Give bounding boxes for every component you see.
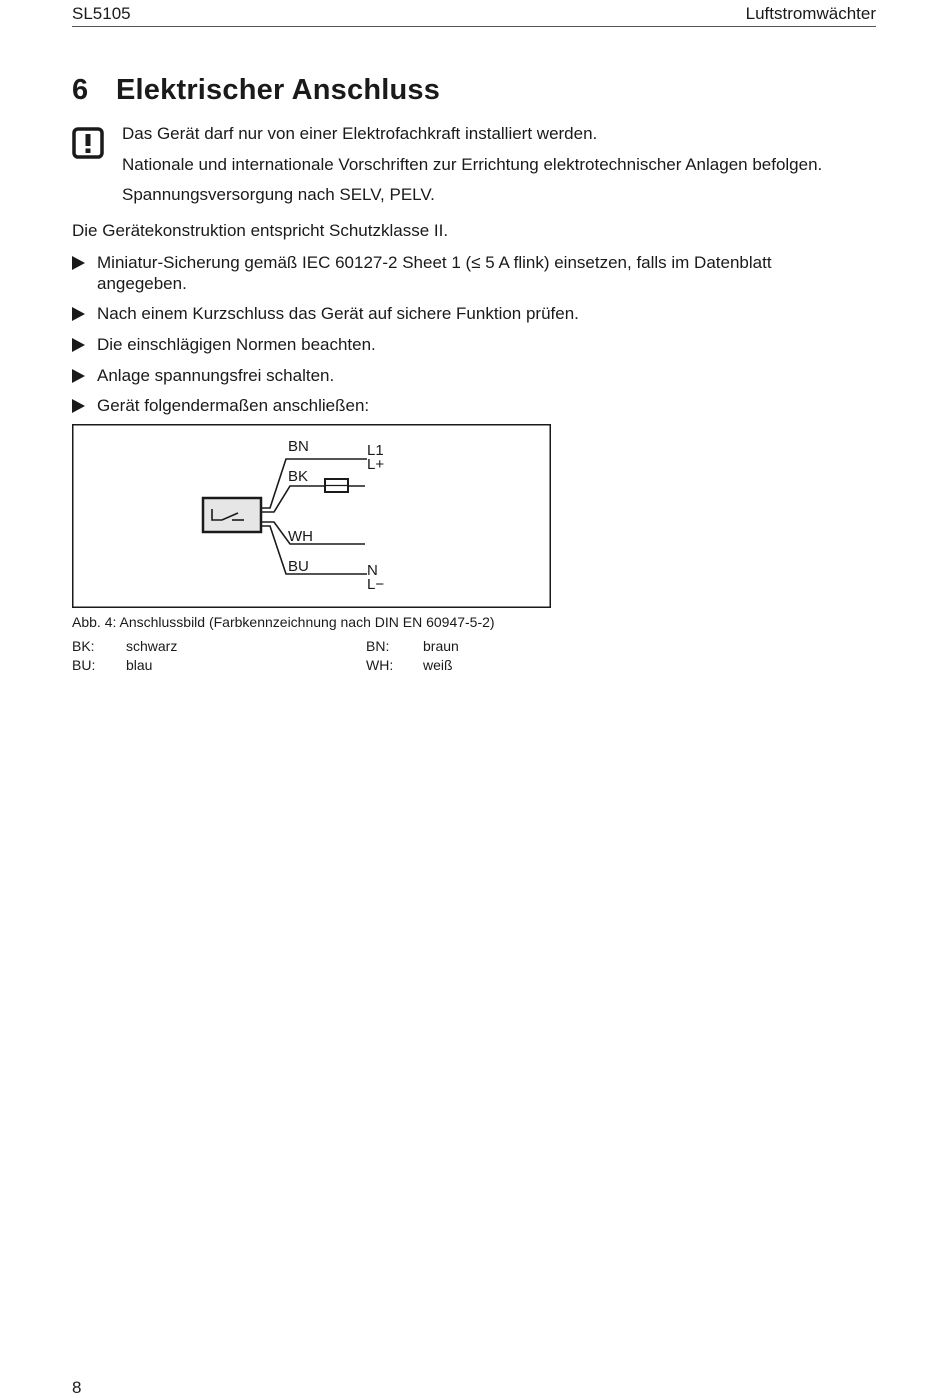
bullet-arrow-icon	[72, 256, 85, 270]
legend-code: BK:	[72, 638, 95, 654]
section-heading	[72, 74, 440, 107]
header-divider	[72, 26, 876, 27]
terminal-label-l1: L1	[367, 442, 384, 459]
legend-color: blau	[126, 657, 153, 673]
instruction-text: Nach einem Kurzschluss das Gerät auf sichere Funktion prüfen.	[97, 304, 579, 323]
instruction-text: Die einschlägigen Normen beachten.	[97, 335, 376, 354]
instruction-item	[72, 395, 832, 416]
instruction-item	[72, 365, 832, 386]
legend-color: braun	[423, 638, 459, 654]
wire-label-bn: BN	[288, 438, 309, 455]
header-product-code: SL5105	[72, 4, 131, 23]
wire-lines	[261, 459, 367, 574]
wiring-diagram	[72, 424, 551, 608]
diagram-frame	[73, 425, 551, 608]
instruction-text: Gerät folgendermaßen anschließen:	[97, 396, 370, 415]
header-product-name: Luftstromwächter	[745, 4, 876, 23]
terminal-label-lminus: L−	[367, 576, 385, 593]
protection-class-text: Die Gerätekonstruktion entspricht Schutzklasse II.	[72, 221, 449, 240]
bullet-arrow-icon	[72, 338, 85, 352]
bullet-arrow-icon	[72, 399, 85, 413]
wire-label-bk: BK	[288, 468, 309, 485]
wire-wh	[261, 522, 365, 544]
section-title: Elektrischer Anschluss	[116, 74, 441, 106]
warning-line-2: Nationale und internationale Vorschriften zur Errichtung elektrotechnischer Anlagen befolgen.	[122, 155, 823, 174]
wire-bu	[261, 526, 367, 574]
instruction-item	[72, 303, 832, 324]
instruction-text: Miniatur-Sicherung gemäß IEC 60127-2 Sheet 1 (≤ 5 A flink) einsetzen, falls im Datenblatt angegeben.	[97, 253, 772, 293]
legend-color: weiß	[423, 657, 453, 673]
wire-label-bu: BU	[288, 558, 309, 575]
page-number: 8	[72, 1378, 82, 1397]
wire-bn	[261, 459, 367, 508]
bullet-arrow-icon	[72, 369, 85, 383]
legend-code: BN:	[366, 638, 390, 654]
legend-code: BU:	[72, 657, 96, 673]
terminal-label-lplus: L+	[367, 456, 385, 473]
instruction-item	[72, 252, 832, 294]
section-number: 6	[72, 74, 89, 106]
bullet-arrow-icon	[72, 307, 85, 321]
warning-line-3: Spannungsversorgung nach SELV, PELV.	[122, 185, 435, 204]
figure-caption: Abb. 4: Anschlussbild (Farbkennzeichnung nach DIN EN 60947-5-2)	[72, 614, 495, 630]
legend-color: schwarz	[126, 638, 178, 654]
exclamation-icon	[72, 127, 104, 159]
legend-code: WH:	[366, 657, 394, 673]
wire-label-wh: WH	[288, 528, 313, 545]
warning-line-1: Das Gerät darf nur von einer Elektrofachkraft installiert werden.	[122, 124, 598, 143]
instruction-item	[72, 334, 832, 355]
terminal-label-n: N	[367, 562, 378, 579]
instruction-text: Anlage spannungsfrei schalten.	[97, 366, 335, 385]
